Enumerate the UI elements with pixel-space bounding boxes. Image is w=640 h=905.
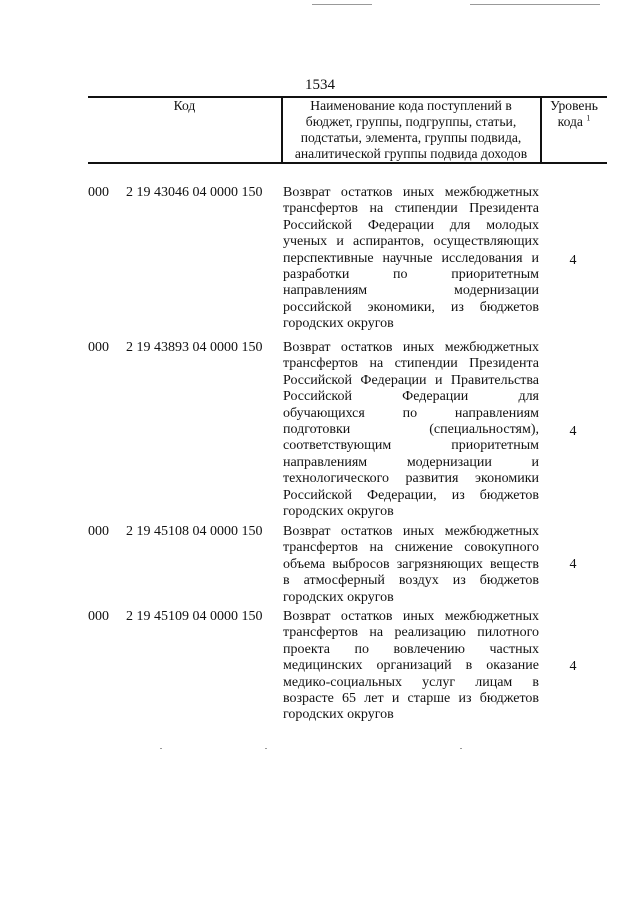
description-line: медицинских организаций в оказание [283, 658, 539, 674]
description-line: перспективные научные исследования и [283, 250, 539, 266]
code-level: 4 [569, 659, 577, 674]
description-line: подготовки (специальностям), [283, 422, 539, 438]
description-line: разработки по приоритетным [283, 267, 539, 283]
description-line: обучающихся по направлениям [283, 405, 539, 421]
description-line: Возврат остатков иных межбюджетных [283, 524, 539, 539]
revenue-code: 2 19 45108 04 0000 150 [126, 524, 263, 539]
description-line: Российской Федерации для [283, 389, 539, 405]
description-line: технологического развития экономики [283, 471, 539, 487]
revenue-description [283, 524, 539, 606]
description-line: Возврат остатков иных межбюджетных [283, 340, 539, 355]
revenue-description [283, 609, 539, 724]
header-name-line: Наименование кода поступлений в [310, 98, 512, 113]
description-line: возрасте 65 лет и старше из бюджетов [283, 691, 539, 707]
scan-artifact [160, 748, 162, 749]
description-line: Российской Федерации, из бюджетов [283, 487, 539, 503]
description-line: трансфертов на снижение совокупного [283, 540, 539, 556]
description-line: Российской Федерации и Правительства [283, 372, 539, 388]
description-line: городских округов [283, 707, 394, 723]
description-line: Российской Федерации для молодых [283, 217, 539, 233]
header-level-line [541, 114, 607, 130]
description-line: ученых и аспирантов, осуществляющих [283, 234, 539, 250]
page-number: 1534 [305, 77, 335, 93]
description-line: направлениям модернизации [283, 283, 539, 299]
footnote-marker: 1 [586, 113, 591, 123]
scan-artifact [470, 4, 600, 5]
table-header [88, 96, 607, 164]
description-line: трансфертов на стипендии Президента [283, 201, 539, 217]
scan-artifact [460, 748, 462, 749]
description-line: объема выбросов загрязняющих веществ [283, 556, 539, 572]
description-line: трансфертов на реализацию пилотного [283, 625, 539, 641]
description-line: медико-социальных услуг лицам в [283, 674, 539, 690]
header-name-line: бюджет, группы, подгруппы, статьи, [305, 114, 517, 129]
header-name [282, 98, 540, 162]
revenue-code: 2 19 43046 04 0000 150 [126, 185, 263, 200]
description-line: Возврат остатков иных межбюджетных [283, 609, 539, 624]
scan-artifact [265, 748, 267, 749]
description-line: городских округов [283, 504, 394, 520]
header-level-line: Уровень [550, 98, 598, 113]
revenue-code: 2 19 43893 04 0000 150 [126, 340, 263, 355]
code-level: 4 [569, 557, 577, 572]
code-level: 4 [569, 253, 577, 268]
description-line: проекта по вовлечению частных [283, 641, 539, 657]
description-line: в атмосферный воздух из бюджетов [283, 573, 539, 589]
revenue-description [283, 185, 539, 333]
header-bottom-rule [88, 162, 607, 164]
description-line: городских округов [283, 316, 394, 332]
description-line: городских округов [283, 589, 394, 605]
header-level-text: кода [557, 114, 583, 129]
header-level [541, 98, 607, 130]
description-line: трансфертов на стипендии Президента [283, 356, 539, 372]
description-line: соответствующим приоритетным [283, 438, 539, 454]
header-name-line: аналитической группы подвида доходов [294, 146, 528, 161]
admin-code: 000 [88, 609, 109, 624]
description-line: российской экономики, из бюджетов [283, 299, 539, 315]
admin-code: 000 [88, 340, 109, 355]
description-line: направлениям модернизации и [283, 454, 539, 470]
code-level: 4 [569, 424, 577, 439]
scan-artifact [312, 4, 372, 5]
header-name-line: подстатьи, элемента, группы подвида, [300, 130, 522, 145]
description-line: Возврат остатков иных межбюджетных [283, 185, 539, 200]
header-code: Код [173, 98, 196, 113]
admin-code: 000 [88, 185, 109, 200]
revenue-code: 2 19 45109 04 0000 150 [126, 609, 263, 624]
revenue-description [283, 340, 539, 520]
admin-code: 000 [88, 524, 109, 539]
